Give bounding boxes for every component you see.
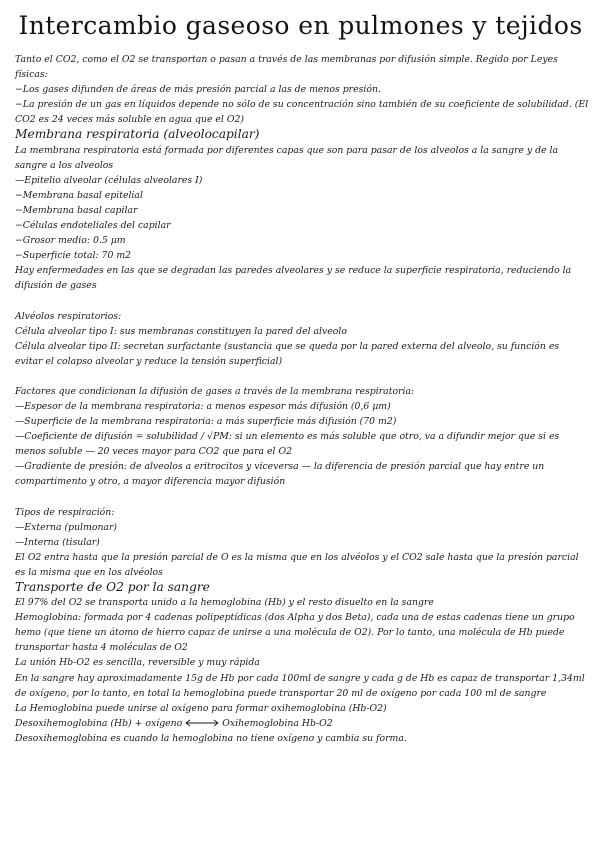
- equation-right: Oxihemoglobina Hb-O2: [222, 717, 333, 729]
- body-line: Desoxihemoglobina es cuando la hemoglobina no tiene oxígeno y cambia su forma.: [15, 732, 407, 744]
- list-item: —Epitelio alveolar (células alveolares I): [15, 174, 203, 186]
- equation-left: Desoxihemoglobina (Hb) + oxígeno: [15, 717, 183, 729]
- list-item: —Superficie de la membrana respiratoria: a más superficie más difusión (70 m2): [15, 416, 397, 428]
- intro-line: −La presión de un gas en líquidos depende no sólo de su concentración sino también de su coeficiente de solubilidad. (El CO2 es 24 veces más soluble en agua que el O2): [15, 99, 589, 126]
- list-item: —Interna (tisular): [15, 536, 100, 548]
- list-item: −Grosor medio: 0.5 µm: [15, 235, 126, 247]
- list-item: —Coeficiente de difusión = solubilidad / √PM: si un elemento es más soluble que otro, va a difundir mejor que si es menos soluble — 20 veces mayor para CO2 que para el O2: [15, 431, 560, 458]
- list-item: −Membrana basal capilar: [15, 204, 138, 216]
- list-item: −Superficie total: 70 m2: [15, 250, 132, 262]
- body-line: Hemoglobina: formada por 4 cadenas polipeptídicas (dos Alpha y dos Beta), cada una de estas cadenas tiene un grupo hemo (que tiene un átomo de hierro capaz de unirse a una molécula de O2). Por lo tanto, una molécula de Hb puede transportar hasta 4 moléculas de O2: [15, 612, 575, 654]
- section-heading-transporte: Transporte de O2 por la sangre: [15, 580, 210, 594]
- factores-label: Factores que condicionan la difusión de gases a través de la membrana respiratoria:: [15, 385, 415, 397]
- body-line: En la sangre hay aproximadamente 15g de Hb por cada 100ml de sangre y cada g de Hb es capaz de transportar 1,34ml de oxígeno, por lo tanto, en total la hemoglobina puede transportar 20 ml de oxígeno por cada 100 ml de sangre: [15, 672, 585, 699]
- intro-line: −Los gases difunden de áreas de más presión parcial a las de menos presión.: [15, 84, 381, 96]
- list-item: —Gradiente de presión: de alveolos a eritrocitos y viceversa — la diferencia de presión parcial que hay entre un compartimento y otro, a mayor diferencia mayor difusión: [15, 461, 545, 488]
- body-line: Célula alveolar tipo II: secretan surfactante (sustancia que se queda por la pared externa del alveolo, su función es evitar el colapso alveolar y reduce la tensión superficial): [15, 340, 560, 367]
- section-heading-membrana: Membrana respiratoria (alveolocapilar): [15, 127, 260, 142]
- body-line: Célula alveolar tipo I: sus membranas constituyen la pared del alveolo: [15, 325, 347, 337]
- equation-line: [15, 716, 589, 731]
- document-body: [15, 52, 589, 746]
- list-item: −Células endoteliales del capilar: [15, 220, 171, 232]
- list-item: —Externa (pulmonar): [15, 521, 118, 533]
- page-title: Intercambio gaseoso en pulmones y tejidos: [18, 11, 583, 40]
- body-line: El 97% del O2 se transporta unido a la hemoglobina (Hb) y el resto disuelto en la sangre: [15, 597, 434, 609]
- list-item: −Membrana basal epitelial: [15, 189, 143, 201]
- body-line: El O2 entra hasta que la presión parcial de O es la misma que en los alvéolos y el CO2 sale hasta que la presión parcial es la misma que en los alvéolos: [15, 551, 579, 578]
- body-line: La unión Hb-O2 es sencilla, reversible y muy rápida: [15, 657, 260, 669]
- list-item: —Espesor de la membrana respiratoria: a menos espesor más difusión (0,6 µm): [15, 400, 391, 412]
- alveolos-label: Alvéolos respiratorios:: [15, 310, 122, 322]
- tipos-label: Tipos de respiración:: [15, 506, 115, 518]
- intro-line: Tanto el CO2, como el O2 se transportan o pasan a través de las membranas por difusión simple. Regido por Leyes físicas:: [15, 54, 558, 81]
- body-line: La membrana respiratoria está formada por diferentes capas que son para pasar de los alveolos a la sangre y de la sangre a los alveolos: [15, 144, 559, 171]
- body-line: Hay enfermedades en las que se degradan las paredes alveolares y se reduce la superficie respiratoria, reduciendo la difusión de gases: [15, 265, 572, 292]
- body-line: La Hemoglobina puede unirse al oxígeno para formar oxihemoglobina (Hb-O2): [15, 702, 387, 714]
- double-arrow-icon: [184, 719, 220, 727]
